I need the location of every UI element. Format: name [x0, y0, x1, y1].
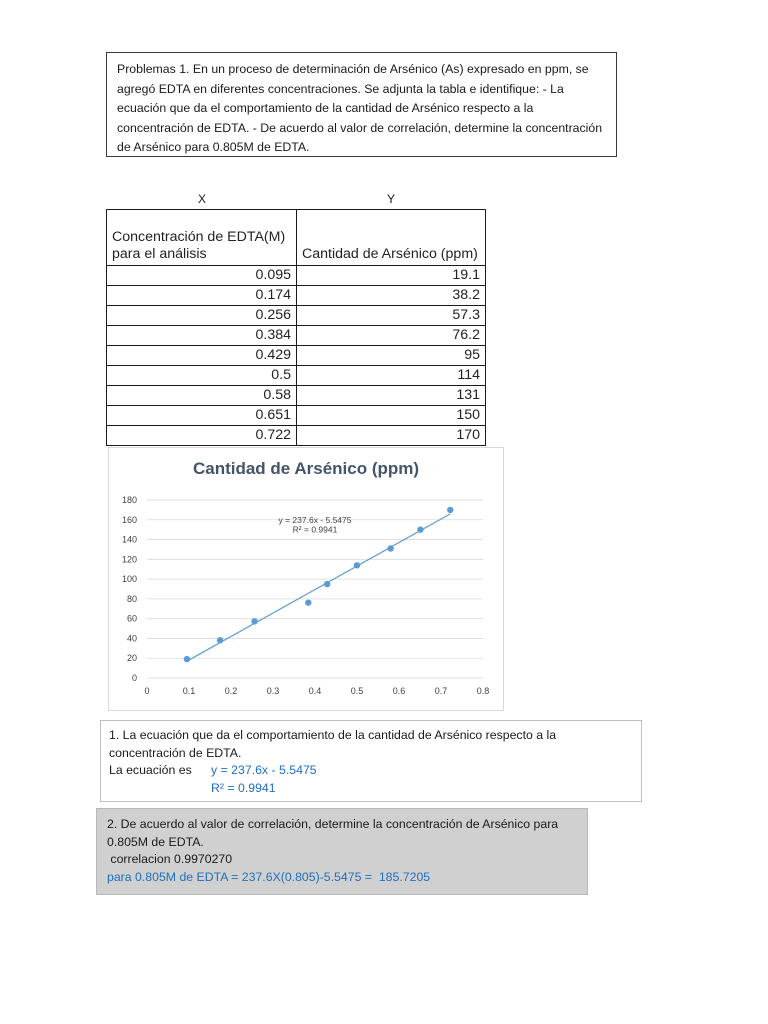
y-tick-label: 20: [126, 653, 137, 664]
y-tick-label: 180: [121, 495, 137, 505]
chart-equation-label: y = 237.6x - 5.5475: [278, 514, 352, 525]
answer-one-equation-line: [109, 762, 633, 780]
data-point: [387, 545, 393, 551]
table-row: [107, 266, 486, 286]
cell-concentration: 0.429: [107, 346, 297, 366]
chart-r2-label: R² = 0.9941: [292, 524, 338, 535]
data-point: [217, 637, 223, 643]
cell-arsenic: 150: [297, 406, 486, 426]
cell-concentration: 0.58: [107, 386, 297, 406]
cell-arsenic: 76.2: [297, 326, 486, 346]
equation-value: y = 237.6x - 5.5475: [211, 763, 317, 777]
cell-concentration: 0.5: [107, 366, 297, 386]
y-tick-label: 60: [126, 613, 137, 624]
cell-arsenic: 19.1: [297, 266, 486, 286]
cell-concentration: 0.722: [107, 426, 297, 446]
table-row: [107, 326, 486, 346]
cell-concentration: 0.095: [107, 266, 297, 286]
data-point: [305, 599, 311, 605]
header-concentration: Concentración de EDTA(M) para el análisis: [107, 210, 297, 266]
x-tick-label: 0.5: [350, 686, 364, 696]
cell-arsenic: 114: [297, 366, 486, 386]
data-point: [184, 656, 190, 662]
chart-title: Cantidad de Arsénico (ppm): [192, 459, 420, 478]
cell-concentration: 0.384: [107, 326, 297, 346]
trendline: [187, 514, 450, 661]
header-arsenic: Cantidad de Arsénico (ppm): [297, 210, 486, 266]
y-column-letter: Y: [387, 192, 396, 206]
x-tick-label: 0.4: [308, 686, 322, 696]
y-tick-label: 0: [131, 673, 137, 683]
x-tick-label: 0.2: [224, 686, 238, 696]
table-header-row: [107, 210, 486, 266]
data-point: [447, 507, 453, 513]
table-row: [107, 306, 486, 326]
x-tick-label: 0.6: [392, 686, 406, 696]
y-tick-label: 160: [121, 514, 137, 525]
chart-container: [108, 447, 504, 711]
table-row: [107, 366, 486, 386]
table-row: [107, 426, 486, 446]
r2-value: R² = 0.9941: [211, 780, 276, 795]
data-table: [106, 209, 486, 446]
y-tick-label: 100: [121, 574, 137, 585]
data-point: [354, 562, 360, 568]
x-tick-label: 0.7: [434, 686, 448, 696]
answer-one-box: [100, 720, 642, 802]
cell-arsenic: 38.2: [297, 286, 486, 306]
table-row: [107, 286, 486, 306]
data-point: [417, 526, 423, 532]
cell-concentration: 0.256: [107, 306, 297, 326]
problem-statement-box: [106, 52, 617, 157]
cell-arsenic: 170: [297, 426, 486, 446]
x-tick-label: 0: [144, 686, 150, 696]
answer-one-r2-line: [109, 780, 633, 798]
table-row: [107, 386, 486, 406]
data-point: [324, 581, 330, 587]
cell-arsenic: 57.3: [297, 306, 486, 326]
answer-one-question: 1. La ecuación que da el comportamiento de la cantidad de Arsénico respecto a la concentración de EDTA.: [109, 728, 557, 760]
y-tick-label: 80: [126, 593, 137, 604]
scatter-chart: [109, 448, 503, 710]
table-row: [107, 346, 486, 366]
table-row: [107, 406, 486, 426]
cell-arsenic: 95: [297, 346, 486, 366]
data-point: [251, 618, 257, 624]
y-tick-label: 40: [126, 633, 137, 644]
cell-arsenic: 131: [297, 386, 486, 406]
answer-two-box: [96, 808, 588, 895]
x-tick-label: 0.8: [476, 686, 490, 696]
x-tick-label: 0.3: [266, 686, 280, 696]
cell-concentration: 0.651: [107, 406, 297, 426]
correlation-value: correlacion 0.9970270: [107, 852, 233, 866]
cell-concentration: 0.174: [107, 286, 297, 306]
equation-label: La ecuación es: [109, 763, 192, 777]
x-column-letter: X: [198, 192, 207, 206]
y-tick-label: 120: [121, 554, 137, 565]
x-tick-label: 0.1: [182, 686, 196, 696]
problem-text: Problemas 1. En un proceso de determinación de Arsénico (As) expresado en ppm, se agregó EDTA en diferentes concentraciones. Se adjunta la tabla e identifique: - La ecuación que da el comportamiento de la cantidad de Arsénico respecto a la concentración de EDTA. - De acuerdo al valor de correlación, determine la concentración de Arsénico para 0.805M de EDTA.: [117, 62, 603, 154]
answer-two-question: 2. De acuerdo al valor de correlación, determine la concentración de Arsénico para 0.805M de EDTA.: [107, 817, 559, 849]
y-tick-label: 140: [121, 534, 137, 545]
result-calculation: para 0.805M de EDTA = 237.6X(0.805)-5.5475 = 185.7205: [107, 869, 431, 884]
